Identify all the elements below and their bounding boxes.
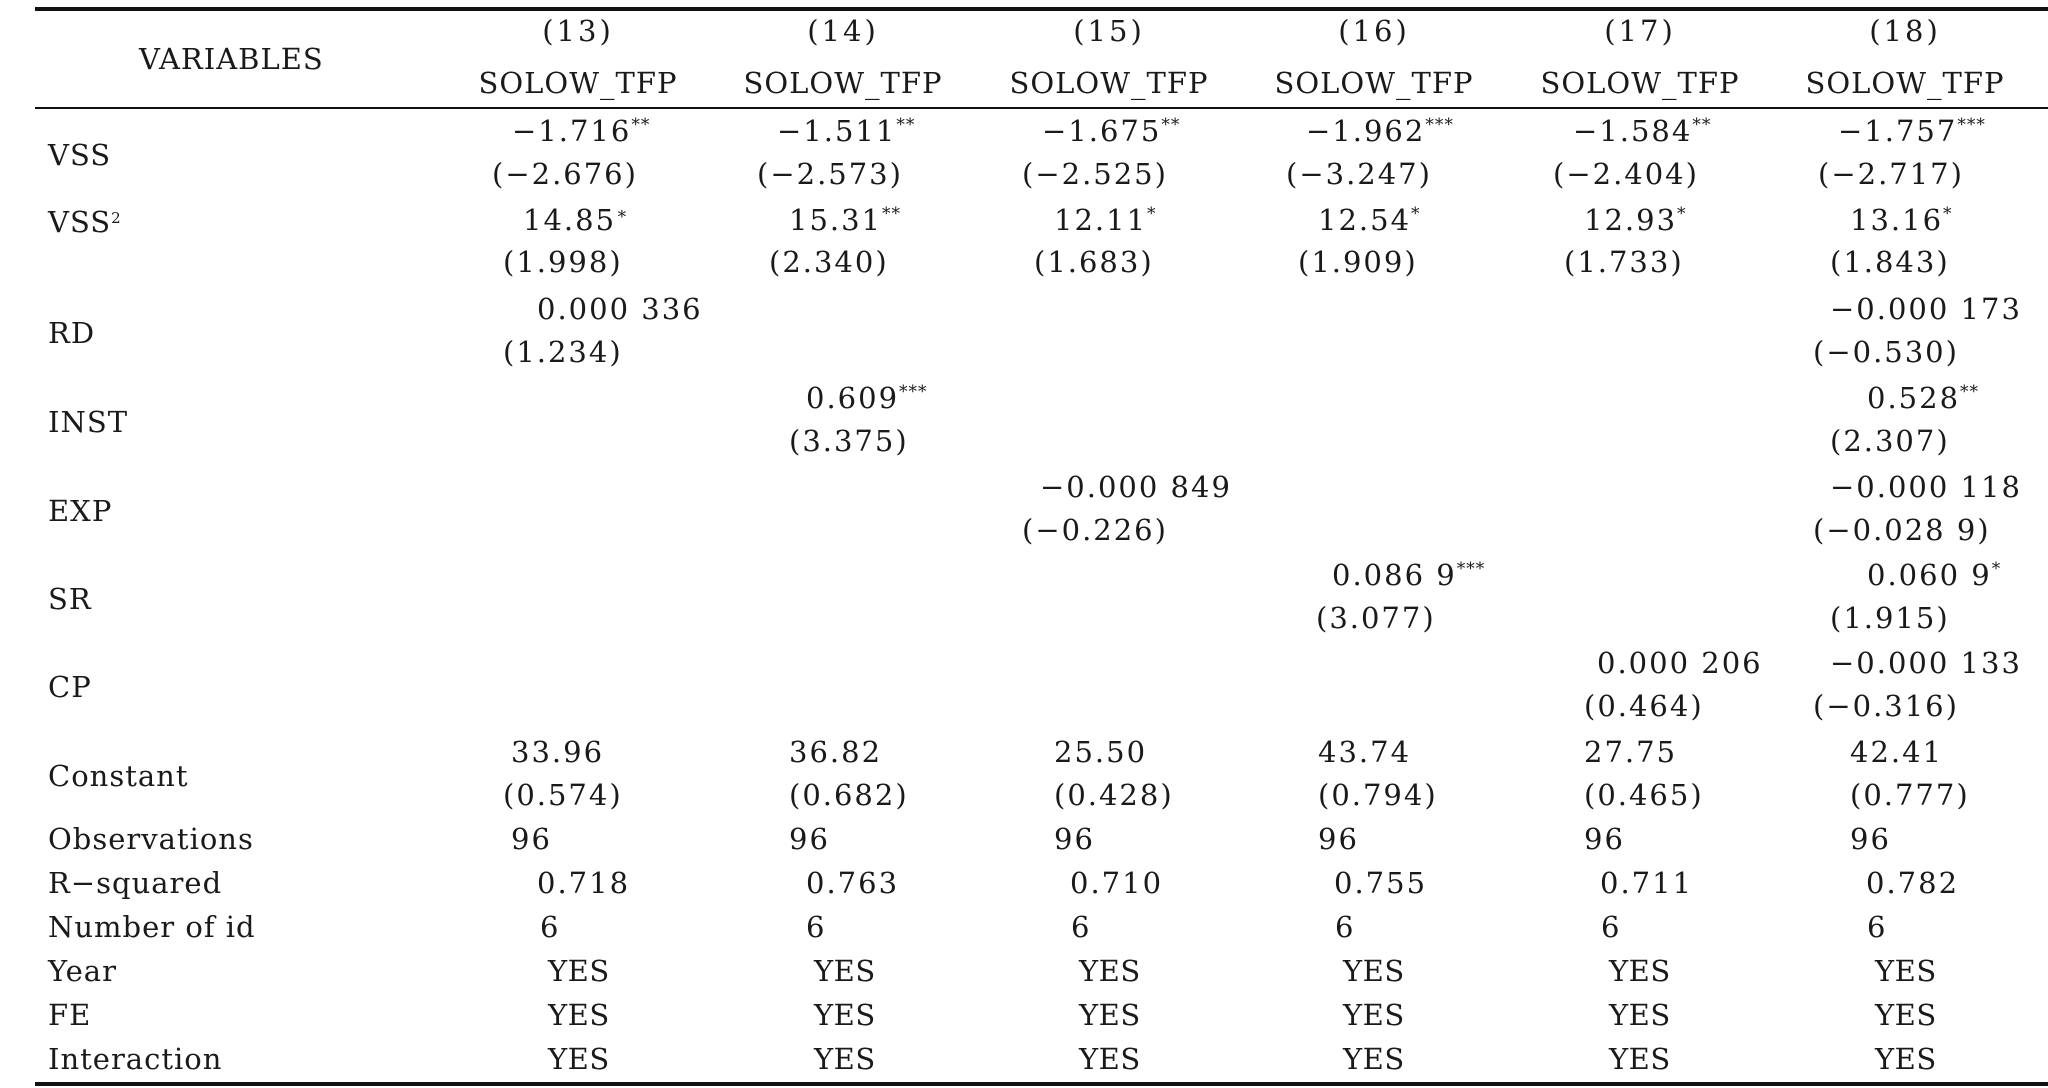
- row-label-fe: FE: [48, 998, 92, 1032]
- obs-13: 96: [511, 822, 552, 856]
- t-vss-16: (−3.247): [1286, 157, 1432, 191]
- coef-vss-13: −1.716**: [512, 114, 651, 148]
- coef-vss2-16: 12.54*: [1318, 203, 1421, 237]
- numid-15: 6: [1071, 910, 1092, 944]
- r2-13: 0.718: [537, 866, 631, 900]
- fe-17: YES: [1609, 998, 1671, 1032]
- t-exp-15: (−0.226): [1022, 513, 1168, 547]
- column-dep-15: SOLOW_TFP: [1009, 66, 1209, 100]
- numid-13: 6: [540, 910, 561, 944]
- coef-rd-18: −0.000 173: [1830, 292, 2022, 326]
- t-inst-14: (3.375): [789, 424, 909, 458]
- obs-15: 96: [1054, 822, 1095, 856]
- column-number-15: (15): [1073, 14, 1145, 48]
- column-number-14: (14): [807, 14, 879, 48]
- column-number-18: (18): [1869, 14, 1941, 48]
- bottom-rule: [35, 1082, 2048, 1086]
- t-rd-13: (1.234): [503, 335, 623, 369]
- r2-16: 0.755: [1334, 866, 1428, 900]
- row-label-exp: EXP: [48, 494, 113, 528]
- t-vss-15: (−2.525): [1022, 157, 1168, 191]
- year-16: YES: [1343, 954, 1405, 988]
- coef-vss-17: −1.584**: [1573, 114, 1712, 148]
- r2-17: 0.711: [1600, 866, 1694, 900]
- column-number-16: (16): [1338, 14, 1410, 48]
- r2-15: 0.710: [1070, 866, 1164, 900]
- row-label-observations: Observations: [48, 822, 254, 856]
- t-cp-17: (0.464): [1584, 689, 1704, 723]
- fe-13: YES: [548, 998, 610, 1032]
- coef-sr-18: 0.060 9*: [1867, 558, 2002, 592]
- t-vss-14: (−2.573): [757, 157, 903, 191]
- column-dep-14: SOLOW_TFP: [743, 66, 943, 100]
- row-label-interaction: Interaction: [48, 1042, 223, 1076]
- numid-17: 6: [1601, 910, 1622, 944]
- interaction-18: YES: [1875, 1042, 1937, 1076]
- coef-vss2-13: 14.85∗: [523, 203, 629, 237]
- coef-constant-16: 43.74: [1318, 735, 1412, 769]
- column-number-17: (17): [1604, 14, 1676, 48]
- interaction-16: YES: [1343, 1042, 1405, 1076]
- coef-constant-14: 36.82: [789, 735, 883, 769]
- coef-vss-14: −1.511**: [777, 114, 916, 148]
- coef-constant-15: 25.50: [1054, 735, 1148, 769]
- year-17: YES: [1609, 954, 1671, 988]
- coef-vss-15: −1.675**: [1042, 114, 1181, 148]
- fe-18: YES: [1875, 998, 1937, 1032]
- year-15: YES: [1079, 954, 1141, 988]
- t-sr-16: (3.077): [1316, 601, 1436, 635]
- interaction-14: YES: [814, 1042, 876, 1076]
- t-vss2-16: (1.909): [1298, 245, 1418, 279]
- column-dep-13: SOLOW_TFP: [478, 66, 678, 100]
- row-label-inst: INST: [48, 405, 129, 439]
- column-dep-18: SOLOW_TFP: [1805, 66, 2005, 100]
- coef-exp-15: −0.000 849: [1040, 470, 1232, 504]
- t-constant-16: (0.794): [1318, 778, 1438, 812]
- row-label-number-of-id: Number of id: [48, 910, 256, 944]
- row-label-cp: CP: [48, 670, 92, 704]
- t-vss2-14: (2.340): [769, 245, 889, 279]
- numid-14: 6: [806, 910, 827, 944]
- coef-sr-16: 0.086 9***: [1332, 558, 1486, 592]
- row-label-sr: SR: [48, 582, 92, 616]
- interaction-15: YES: [1079, 1042, 1141, 1076]
- year-13: YES: [548, 954, 610, 988]
- obs-14: 96: [789, 822, 830, 856]
- t-rd-18: (−0.530): [1813, 335, 1959, 369]
- t-exp-18: (−0.028 9): [1813, 513, 1991, 547]
- variables-header: VARIABLES: [139, 42, 324, 76]
- row-label-constant: Constant: [48, 759, 189, 793]
- coef-vss-18: −1.757***: [1838, 114, 1986, 148]
- year-14: YES: [814, 954, 876, 988]
- row-label-vss: VSS: [48, 138, 112, 172]
- coef-inst-18: 0.528**: [1867, 381, 1980, 415]
- r2-18: 0.782: [1866, 866, 1960, 900]
- t-constant-15: (0.428): [1054, 778, 1174, 812]
- t-constant-13: (0.574): [503, 778, 623, 812]
- obs-16: 96: [1318, 822, 1359, 856]
- obs-17: 96: [1584, 822, 1625, 856]
- t-vss2-15: (1.683): [1034, 245, 1154, 279]
- coef-exp-18: −0.000 118: [1830, 470, 2022, 504]
- r2-14: 0.763: [806, 866, 900, 900]
- t-vss2-13: (1.998): [503, 245, 623, 279]
- row-label-rd: RD: [48, 316, 96, 350]
- coef-constant-17: 27.75: [1584, 735, 1678, 769]
- t-inst-18: (2.307): [1830, 424, 1950, 458]
- row-label-vss-squared: VSS$^2$: [48, 205, 122, 239]
- coef-vss2-17: 12.93*: [1584, 203, 1687, 237]
- obs-18: 96: [1850, 822, 1891, 856]
- column-dep-17: SOLOW_TFP: [1540, 66, 1740, 100]
- t-sr-18: (1.915): [1830, 601, 1950, 635]
- column-number-13: (13): [542, 14, 614, 48]
- interaction-17: YES: [1609, 1042, 1671, 1076]
- t-cp-18: (−0.316): [1813, 689, 1959, 723]
- interaction-13: YES: [548, 1042, 610, 1076]
- coef-inst-14: 0.609***: [806, 381, 928, 415]
- row-label-r-squared: R−squared: [48, 866, 223, 900]
- row-label-year: Year: [48, 954, 117, 988]
- coef-constant-18: 42.41: [1850, 735, 1944, 769]
- coef-rd-13: 0.000 336: [537, 292, 703, 326]
- t-vss2-18: (1.843): [1830, 245, 1950, 279]
- coef-cp-17: 0.000 206: [1597, 646, 1763, 680]
- year-18: YES: [1875, 954, 1937, 988]
- t-vss2-17: (1.733): [1564, 245, 1684, 279]
- coef-cp-18: −0.000 133: [1830, 646, 2022, 680]
- top-rule: [35, 7, 2048, 11]
- coef-vss2-14: 15.31**: [789, 203, 902, 237]
- coef-constant-13: 33.96: [511, 735, 605, 769]
- fe-16: YES: [1343, 998, 1405, 1032]
- t-vss-18: (−2.717): [1818, 157, 1964, 191]
- fe-14: YES: [814, 998, 876, 1032]
- t-constant-18: (0.777): [1850, 778, 1970, 812]
- coef-vss2-18: 13.16*: [1850, 203, 1953, 237]
- column-dep-16: SOLOW_TFP: [1274, 66, 1474, 100]
- t-vss-17: (−2.404): [1553, 157, 1699, 191]
- fe-15: YES: [1079, 998, 1141, 1032]
- coef-vss2-15: 12.11*: [1054, 203, 1157, 237]
- numid-16: 6: [1335, 910, 1356, 944]
- numid-18: 6: [1867, 910, 1888, 944]
- t-constant-17: (0.465): [1584, 778, 1704, 812]
- t-vss-13: (−2.676): [492, 157, 638, 191]
- header-rule: [35, 107, 2048, 109]
- t-constant-14: (0.682): [789, 778, 909, 812]
- coef-vss-16: −1.962***: [1306, 114, 1454, 148]
